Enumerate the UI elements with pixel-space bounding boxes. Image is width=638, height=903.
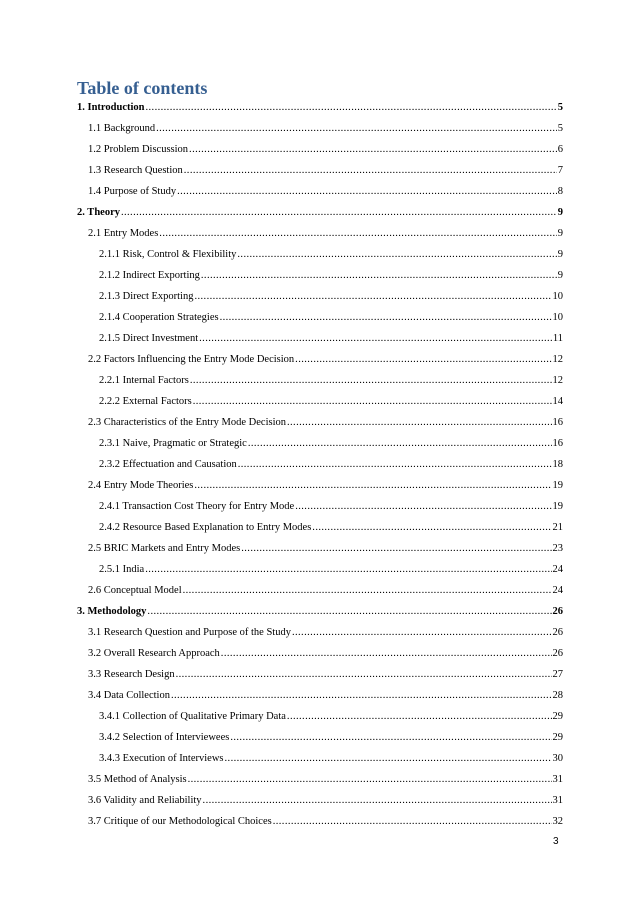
toc-entry-text: 2.1 Entry Modes xyxy=(88,228,159,239)
toc-entry[interactable] xyxy=(77,664,563,685)
toc-entry[interactable] xyxy=(77,580,563,601)
toc-entry-text: 2. Theory xyxy=(77,207,120,218)
toc-entry-page: 29 xyxy=(552,711,563,722)
toc-dot-leader xyxy=(190,370,552,391)
toc-entry-text: 3.5 Method of Analysis xyxy=(88,774,187,785)
toc-dot-leader xyxy=(273,811,552,832)
toc-entry-page: 31 xyxy=(552,774,563,785)
toc-entry-text: 2.3.2 Effectuation and Causation xyxy=(99,459,237,470)
toc-entry-text: 1.1 Background xyxy=(88,123,156,134)
toc-entry-page: 9 xyxy=(557,270,563,281)
toc-entry[interactable] xyxy=(77,181,563,202)
toc-entry-page: 9 xyxy=(557,249,563,260)
toc-entry-text: 2.5 BRIC Markets and Entry Modes xyxy=(88,543,241,554)
toc-entry[interactable] xyxy=(77,286,563,307)
toc-entry-text: 2.1.5 Direct Investment xyxy=(99,333,199,344)
toc-entry-page: 26 xyxy=(552,627,563,638)
toc-entry-page: 29 xyxy=(552,732,563,743)
toc-entry-text: 3. Methodology xyxy=(77,606,147,617)
toc-entry[interactable] xyxy=(77,706,563,727)
toc-entry-page: 5 xyxy=(557,102,563,113)
toc-entry[interactable] xyxy=(77,790,563,811)
toc-entry[interactable] xyxy=(77,265,563,286)
toc-entry-text: 1.4 Purpose of Study xyxy=(88,186,177,197)
toc-dot-leader xyxy=(248,433,552,454)
toc-dot-leader xyxy=(238,454,552,475)
toc-entry-page: 23 xyxy=(552,543,563,554)
toc-entry-text: 3.4.1 Collection of Qualitative Primary Data xyxy=(99,711,286,722)
toc-entry[interactable] xyxy=(77,307,563,328)
toc-entry-page: 18 xyxy=(552,459,563,470)
toc-entry-page: 10 xyxy=(552,291,563,302)
toc-dot-leader xyxy=(188,769,552,790)
toc-entry-page: 11 xyxy=(552,333,563,344)
toc-entry-text: 1. Introduction xyxy=(77,102,145,113)
toc-entry-page: 32 xyxy=(552,816,563,827)
toc-dot-leader xyxy=(225,748,552,769)
toc-entry-text: 2.2.1 Internal Factors xyxy=(99,375,189,386)
toc-dot-leader xyxy=(230,727,551,748)
toc-dot-leader xyxy=(156,118,557,139)
toc-entry-text: 2.1.3 Direct Exporting xyxy=(99,291,194,302)
toc-dot-leader xyxy=(193,391,552,412)
toc-dot-leader xyxy=(287,706,552,727)
toc-entry-text: 2.1.2 Indirect Exporting xyxy=(99,270,200,281)
toc-entry[interactable] xyxy=(77,118,563,139)
toc-entry[interactable] xyxy=(77,685,563,706)
toc-entry[interactable] xyxy=(77,433,563,454)
toc-entry-text: 2.6 Conceptual Model xyxy=(88,585,182,596)
toc-entry[interactable] xyxy=(77,748,563,769)
toc-entry-text: 2.4.2 Resource Based Explanation to Entry Modes xyxy=(99,522,312,533)
toc-entry-page: 9 xyxy=(557,228,563,239)
toc-entry-text: 2.1.4 Cooperation Strategies xyxy=(99,312,219,323)
page-number: 3 xyxy=(553,836,559,847)
toc-dot-leader xyxy=(241,538,551,559)
toc-entry-text: 2.4.1 Transaction Cost Theory for Entry Mode xyxy=(99,501,295,512)
toc-entry-page: 5 xyxy=(557,123,563,134)
toc-entry-page: 9 xyxy=(557,207,563,218)
toc-entry-page: 26 xyxy=(552,648,563,659)
toc-entry[interactable] xyxy=(77,349,563,370)
toc-entry[interactable] xyxy=(77,412,563,433)
toc-dot-leader xyxy=(295,349,551,370)
toc-entry-text: 2.1.1 Risk, Control & Flexibility xyxy=(99,249,237,260)
toc-entry[interactable] xyxy=(77,244,563,265)
toc-entry-page: 16 xyxy=(552,417,563,428)
toc-entry-text: 3.2 Overall Research Approach xyxy=(88,648,220,659)
toc-entry-text: 2.2.2 External Factors xyxy=(99,396,192,407)
toc-entry-text: 3.4.2 Selection of Interviewees xyxy=(99,732,230,743)
toc-title: Table of contents xyxy=(77,78,208,98)
toc-entry-page: 14 xyxy=(552,396,563,407)
toc-entry-page: 12 xyxy=(552,375,563,386)
toc-entry[interactable] xyxy=(77,769,563,790)
toc-entry[interactable] xyxy=(77,391,563,412)
toc-dot-leader xyxy=(287,412,552,433)
toc-entry[interactable] xyxy=(77,97,563,118)
toc-entry-page: 21 xyxy=(552,522,563,533)
toc-entry[interactable] xyxy=(77,370,563,391)
toc-dot-leader xyxy=(220,307,552,328)
toc-entry-page: 30 xyxy=(552,753,563,764)
toc-entry[interactable] xyxy=(77,496,563,517)
toc-dot-leader xyxy=(237,244,556,265)
toc-entry[interactable] xyxy=(77,601,563,622)
toc-entry[interactable] xyxy=(77,643,563,664)
toc-entry-page: 10 xyxy=(552,312,563,323)
toc-entry[interactable] xyxy=(77,622,563,643)
toc-entry-page: 7 xyxy=(557,165,563,176)
toc-dot-leader xyxy=(121,202,557,223)
toc-entry-text: 3.6 Validity and Reliability xyxy=(88,795,202,806)
toc-entry-text: 2.4 Entry Mode Theories xyxy=(88,480,194,491)
toc-entry-page: 24 xyxy=(552,585,563,596)
toc-entry[interactable] xyxy=(77,517,563,538)
toc-entry-text: 3.4.3 Execution of Interviews xyxy=(99,753,224,764)
toc-entry[interactable] xyxy=(77,202,563,223)
toc-entry-page: 19 xyxy=(552,501,563,512)
toc-entry[interactable] xyxy=(77,454,563,475)
toc-dot-leader xyxy=(171,685,552,706)
toc-dot-leader xyxy=(147,601,551,622)
toc-dot-leader xyxy=(183,580,552,601)
toc-entry[interactable] xyxy=(77,475,563,496)
toc-dot-leader xyxy=(146,97,557,118)
toc-entry-page: 12 xyxy=(552,354,563,365)
toc-dot-leader xyxy=(145,559,551,580)
toc-entry[interactable] xyxy=(77,223,563,244)
toc-entry[interactable] xyxy=(77,328,563,349)
toc-dot-leader xyxy=(292,622,552,643)
toc-entry-page: 28 xyxy=(552,690,563,701)
toc-dot-leader xyxy=(194,475,551,496)
toc-dot-leader xyxy=(189,139,557,160)
toc-entry[interactable] xyxy=(77,727,563,748)
toc-dot-leader xyxy=(199,328,552,349)
toc-entry-page: 6 xyxy=(557,144,563,155)
toc-entry-text: 1.2 Problem Discussion xyxy=(88,144,189,155)
toc-entry-page: 16 xyxy=(552,438,563,449)
toc-entry-page: 8 xyxy=(557,186,563,197)
toc-entry-page: 31 xyxy=(552,795,563,806)
toc-entry-text: 3.3 Research Design xyxy=(88,669,175,680)
toc-entry-text: 3.4 Data Collection xyxy=(88,690,170,701)
toc-entry[interactable] xyxy=(77,538,563,559)
toc-entry-page: 27 xyxy=(552,669,563,680)
toc-entry[interactable] xyxy=(77,559,563,580)
toc-dot-leader xyxy=(176,664,552,685)
toc-dot-leader xyxy=(295,496,551,517)
toc-entry-page: 19 xyxy=(552,480,563,491)
toc-entry-text: 1.3 Research Question xyxy=(88,165,183,176)
toc-entry-page: 24 xyxy=(552,564,563,575)
toc-dot-leader xyxy=(194,286,551,307)
toc-dot-leader xyxy=(221,643,552,664)
toc-entry-text: 3.1 Research Question and Purpose of the Study xyxy=(88,627,291,638)
toc-entry-text: 2.2 Factors Influencing the Entry Mode Decision xyxy=(88,354,295,365)
toc-entry-text: 2.5.1 India xyxy=(99,564,145,575)
toc-dot-leader xyxy=(312,517,551,538)
toc-dot-leader xyxy=(201,265,557,286)
toc-dot-leader xyxy=(159,223,556,244)
toc-entry-text: 3.7 Critique of our Methodological Choices xyxy=(88,816,272,827)
toc-entry[interactable] xyxy=(77,139,563,160)
toc-entry-page: 26 xyxy=(552,606,563,617)
toc-entry-text: 2.3.1 Naive, Pragmatic or Strategic xyxy=(99,438,247,449)
toc-dot-leader xyxy=(184,160,557,181)
toc-entry[interactable] xyxy=(77,811,563,832)
toc-list xyxy=(77,97,563,832)
toc-entry[interactable] xyxy=(77,160,563,181)
toc-dot-leader xyxy=(177,181,557,202)
toc-dot-leader xyxy=(203,790,552,811)
toc-entry-text: 2.3 Characteristics of the Entry Mode Decision xyxy=(88,417,286,428)
